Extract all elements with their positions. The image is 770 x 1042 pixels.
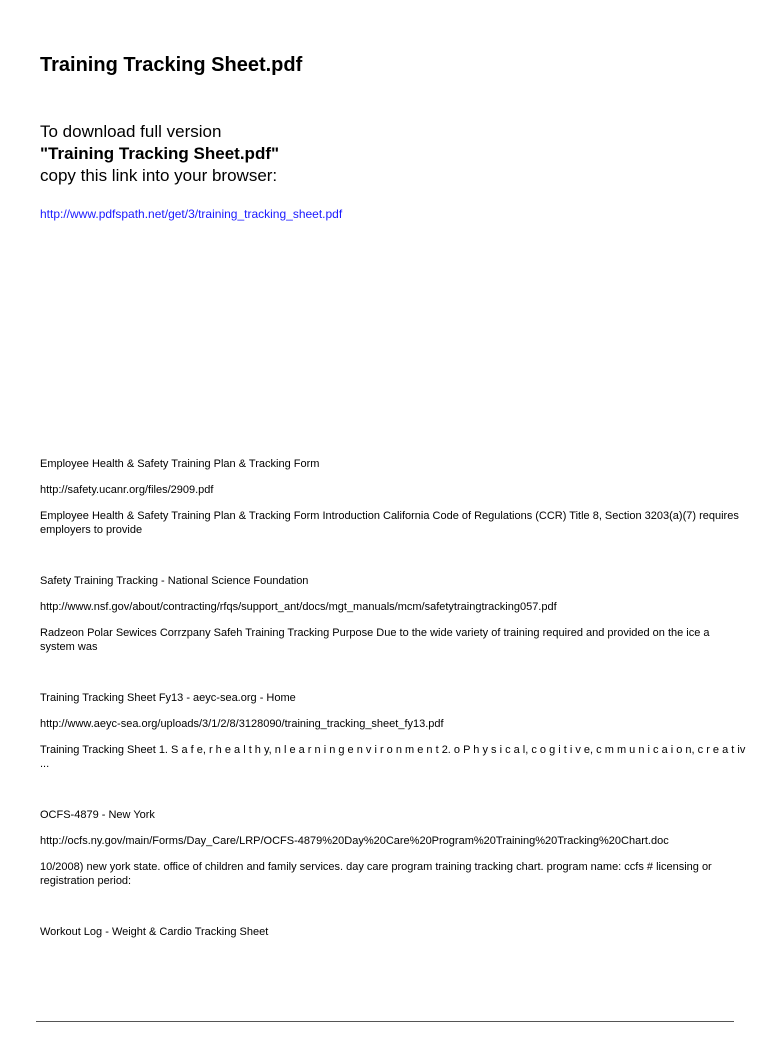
result-snippet: Training Tracking Sheet 1. S a f e, r h e a l t h y, n l e a r n i n g e n v i r o n m e n t 2. o P h y s i c a l, c o g i t i v e, c m m u n i c a i o n, c r e a t iv ...: [40, 744, 746, 770]
result-item: [40, 925, 746, 1042]
result-item: [40, 808, 746, 925]
result-title: Workout Log - Weight & Cardio Tracking Sheet: [40, 926, 269, 938]
result-snippet: Radzeon Polar Sewices Corrzpany Safeh Training Tracking Purpose Due to the wide variety of training required and provided on the ice a system was: [40, 627, 710, 653]
download-instruction-line: copy this link into your browser:: [40, 166, 278, 185]
result-item: [40, 574, 746, 691]
download-instructions: [40, 121, 279, 187]
result-item: [40, 691, 746, 808]
page-footer-divider: [36, 1021, 734, 1022]
result-snippet: 10/2008) new york state. office of children and family services. day care program training tracking chart. program name: ccfs # licensing or registration period:: [40, 861, 712, 887]
download-instruction-line: To download full version: [40, 122, 222, 141]
result-title: Training Tracking Sheet Fy13 - aeyc-sea.org - Home: [40, 692, 296, 704]
page-title: Training Tracking Sheet.pdf: [40, 54, 303, 76]
result-title: Safety Training Tracking - National Science Foundation: [40, 575, 309, 587]
result-url: http://ocfs.ny.gov/main/Forms/Day_Care/LRP/OCFS-4879%20Day%20Care%20Program%20Training%20Tracking%20Chart.doc: [40, 835, 669, 847]
result-item: [40, 457, 746, 574]
result-url: http://www.nsf.gov/about/contracting/rfqs/support_ant/docs/mgt_manuals/mcm/safetytraingtracking057.pdf: [40, 601, 557, 613]
result-snippet: Employee Health & Safety Training Plan & Tracking Form Introduction California Code of Regulations (CCR) Title 8, Section 3203(a)(7) requires employers to provide: [40, 510, 739, 536]
result-title: Employee Health & Safety Training Plan & Tracking Form: [40, 458, 320, 470]
result-title: OCFS-4879 - New York: [40, 809, 155, 821]
result-url: http://safety.ucanr.org/files/2909.pdf: [40, 484, 214, 496]
document-name: "Training Tracking Sheet.pdf": [40, 144, 280, 163]
result-url: http://www.aeyc-sea.org/uploads/3/1/2/8/3128090/training_tracking_sheet_fy13.pdf: [40, 718, 444, 730]
results-list: [40, 457, 746, 1042]
download-link[interactable]: http://www.pdfspath.net/get/3/training_tracking_sheet.pdf: [40, 207, 343, 221]
